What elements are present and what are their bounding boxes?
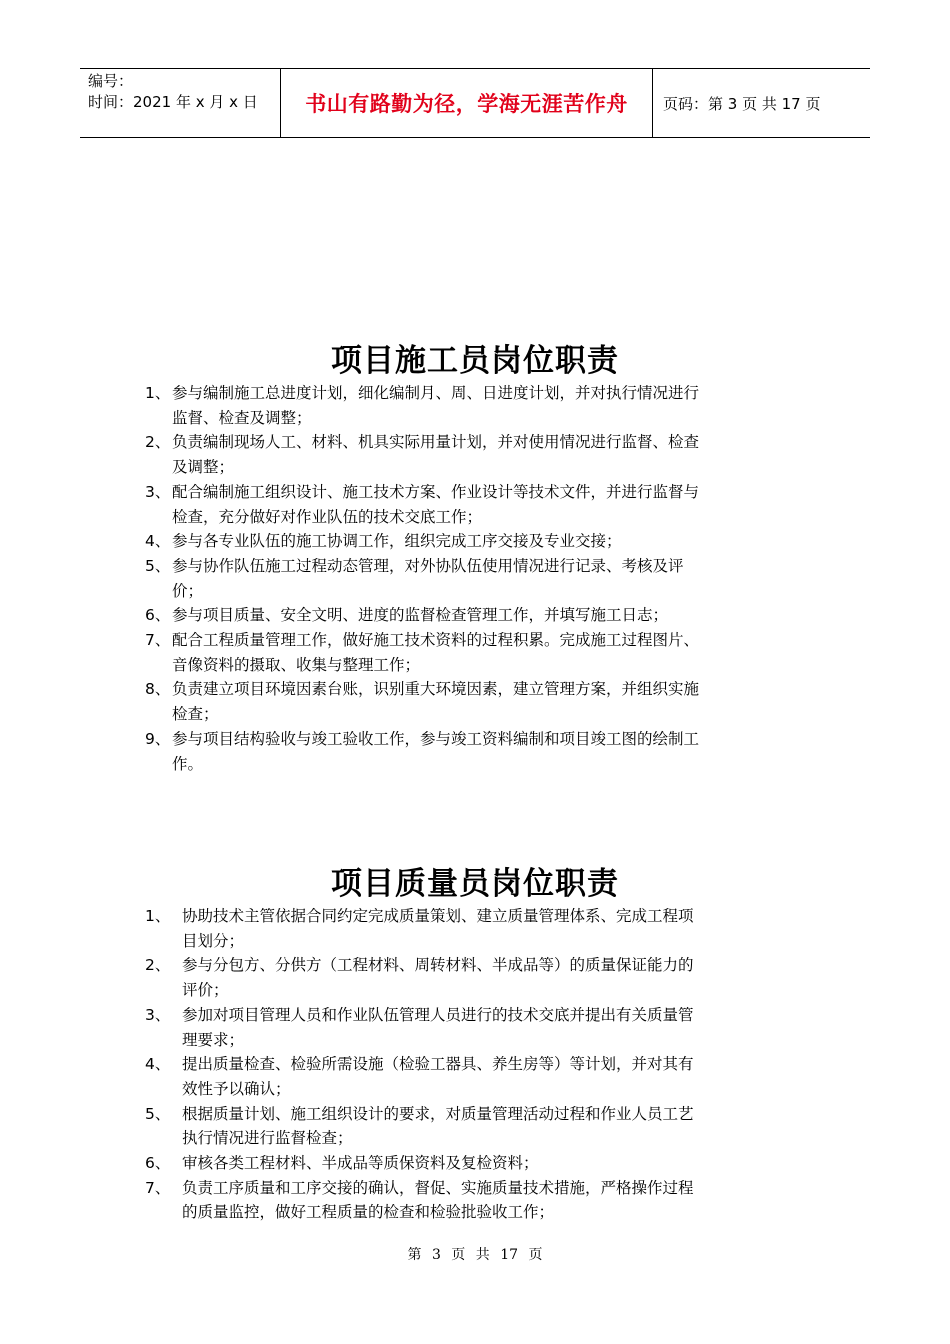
item-text: 提出质量检查、检验所需设施（检验工器具、养生房等）等计划，并对其有效性予以确认； [182,1055,694,1098]
item-text: 参与项目质量、安全文明、进度的监督检查管理工作，并填写施工日志； [172,606,669,625]
item-text: 参与编制施工总进度计划，细化编制月、周、日进度计划，并对执行情况进行监督、检查及调整； [172,384,700,427]
item-number: 7、 [145,1178,171,1197]
item-number: 4、 [145,532,171,551]
item-text: 参与各专业队伍的施工协调工作，组织完成工序交接及专业交接； [172,532,622,551]
item-text: 协助技术主管依据合同约定完成质量策划、建立质量管理体系、完成工程项目划分； [182,907,694,950]
list-item [145,1176,705,1225]
item-number: 8、 [145,680,171,699]
quality-duties-list [145,904,705,1225]
item-number: 6、 [145,1154,171,1173]
list-item [145,727,705,776]
list-item [145,628,705,677]
item-number: 5、 [145,1104,171,1123]
item-number: 6、 [145,606,171,625]
item-text: 负责工序质量和工序交接的确认，督促、实施质量技术措施，严格操作过程的质量监控，做好工程质量的检查和检验批验收工作； [182,1178,694,1222]
item-number: 3、 [145,482,171,501]
item-text: 配合工程质量管理工作，做好施工技术资料的过程积累。完成施工过程图片、音像资料的摄取、收集与整理工作； [172,631,700,674]
item-number: 2、 [145,433,171,452]
item-number: 9、 [145,729,171,748]
item-text: 参加对项目管理人员和作业队伍管理人员进行的技术交底并提出有关质量管理要求； [182,1005,694,1049]
list-item [145,603,705,628]
item-text: 根据质量计划、施工组织设计的要求，对质量管理活动过程和作业人员工艺执行情况进行监督检查； [182,1104,694,1148]
item-number: 1、 [145,384,171,402]
section-title-quality-officer: 项目质量员岗位职责 [331,866,619,902]
item-number: 3、 [145,1005,171,1024]
list-item [145,1151,705,1176]
item-number: 5、 [145,556,171,575]
number-label: 编号： [88,72,134,90]
list-item [145,1052,705,1101]
item-number: 7、 [145,631,171,650]
date-label: 时间：2021 年 x 月 x 日 [88,93,258,111]
list-item [145,677,705,726]
item-text: 参与分包方、分供方（工程材料、周转材料、半成品等）的质量保证能力的评价； [182,956,694,1000]
item-text: 参与协作队伍施工过程动态管理，对外协队伍使用情况进行记录、考核及评价； [172,556,684,600]
header-motto: 书山有路勤为径，学海无涯苦作舟 [280,69,653,137]
list-item [145,554,705,603]
list-item [145,480,705,529]
header-page-info: 页码：第 3 页 共 17 页 [663,94,821,113]
item-text: 负责建立项目环境因素台账，识别重大环境因素，建立管理方案，并组织实施检查； [172,680,700,724]
item-number: 4、 [145,1055,171,1074]
item-text: 配合编制施工组织设计、施工技术方案、作业设计等技术文件，并进行监督与检查，充分做好对作业队伍的技术交底工作； [172,482,700,526]
list-item [145,953,705,1002]
section-title-construction-officer: 项目施工员岗位职责 [331,343,619,379]
list-item [145,381,705,430]
construction-duties-list [145,381,705,776]
page-footer: 第 3 页 共 17 页 [407,1247,543,1263]
list-item [145,904,705,953]
item-number: 2、 [145,956,171,975]
document-header [80,68,870,138]
list-item [145,529,705,554]
header-meta [80,69,280,137]
item-text: 审核各类工程材料、半成品等质保资料及复检资料； [182,1154,539,1173]
item-text: 负责编制现场人工、材料、机具实际用量计划，并对使用情况进行监督、检查及调整； [172,433,700,477]
item-text: 参与项目结构验收与竣工验收工作，参与竣工资料编制和项目竣工图的绘制工作。 [172,729,700,773]
list-item [145,1003,705,1052]
item-number: 1、 [145,907,171,925]
list-item [145,430,705,479]
list-item [145,1102,705,1151]
